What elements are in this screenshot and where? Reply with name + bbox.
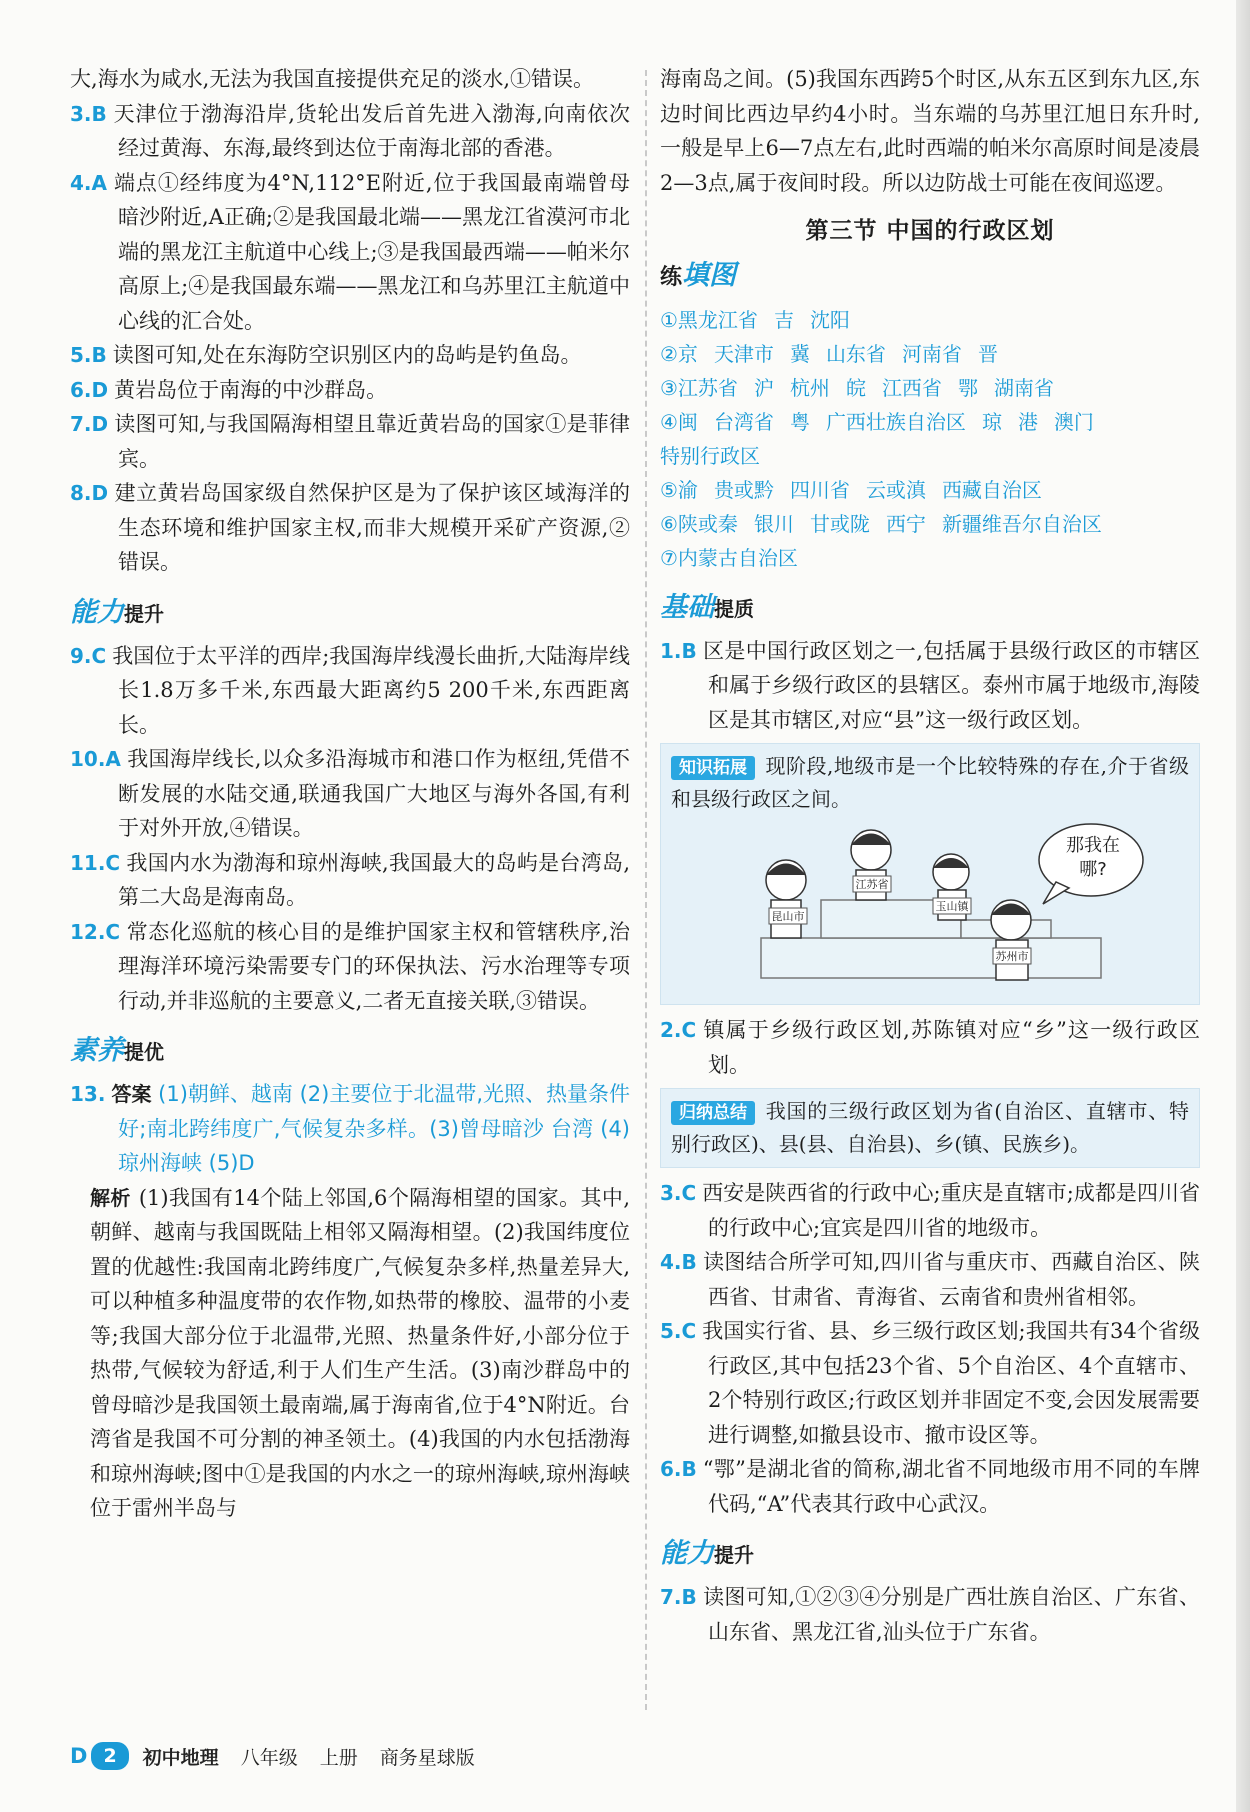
answer-text: 黄岩岛位于南海的中沙群岛。 — [114, 377, 388, 402]
section-literacy — [70, 1032, 630, 1071]
answer-number: 1.B — [660, 638, 697, 663]
page-edge — [1236, 0, 1250, 1812]
fill-map-answer: ②京 — [660, 341, 698, 366]
right-continuation: 海南岛之间。(5)我国东西跨5个时区,从东五区到东九区,东边时间比西边早约4小时。当东端的乌苏里江旭日东升时,一般是早上6—7点左右,此时西端的帕米尔高原时间是凌晨2—3点,属于夜间时段。所以边防战士可能在夜间巡逻。 — [660, 67, 1200, 195]
fill-map-answer: 沈阳 — [809, 307, 850, 332]
fill-map-answer: 皖 — [845, 375, 866, 400]
sign-label: 苏州市 — [995, 950, 1029, 963]
answer-number: 7.D — [70, 412, 109, 436]
answer-item — [660, 1314, 1200, 1452]
answer-item — [70, 846, 630, 915]
answer-item — [70, 915, 630, 1019]
page-number: 2 — [91, 1742, 128, 1770]
footer-volume: 上册 — [319, 1746, 358, 1769]
fill-map-line — [660, 337, 1200, 371]
answer-number: 10.A — [70, 747, 121, 771]
section-title-sub: 提升 — [124, 601, 164, 626]
fill-map-answer: 甘或陇 — [809, 511, 870, 536]
answer-text: 西安是陕西省的行政中心;重庆是直辖市;成都是四川省的行政中心;宜宾是四川省的地级市。 — [702, 1181, 1200, 1240]
answer-item — [70, 97, 630, 166]
sign-label: 江苏省 — [855, 878, 889, 891]
explanation-label: 解析 — [90, 1185, 131, 1210]
summary-box — [660, 1088, 1200, 1168]
section-title-sub: 提质 — [714, 596, 754, 621]
fill-map-line — [660, 541, 1200, 575]
fill-map-answer: ⑤渝 — [660, 477, 698, 502]
answer-item — [660, 1245, 1200, 1314]
fill-map-answer: ④闽 — [660, 409, 698, 434]
fill-map-answer: ③江苏省 — [660, 375, 738, 400]
answer-text: “鄂”是湖北省的简称,湖北省不同地级市用不同的车牌代码,“A”代表其行政中心武汉。 — [702, 1457, 1200, 1516]
speech-bubble-text: 那我在哪? — [1066, 835, 1120, 880]
fill-map-answer: 银川 — [753, 511, 794, 536]
answer-number: 5.C — [660, 1319, 697, 1343]
fill-map-answer: 吉 — [773, 307, 794, 332]
answer-text: 区是中国行政区划之一,包括属于县级行政区的市辖区和属于乡级行政区的县辖区。泰州市属于地级市,海陵区是其市辖区,对应“县”这一级行政区划。 — [702, 638, 1200, 732]
box-tag: 归纳总结 — [671, 1101, 755, 1125]
answer-label: 答案 — [111, 1082, 152, 1106]
answer-text: (1)朝鲜、越南 (2)主要位于北温带,光照、热量条件好;南北跨纬度广,气候复杂多样。(3)曾母暗沙 台湾 (4)琼州海峡 (5)D — [118, 1082, 631, 1175]
fill-map-answer: 新疆维吾尔自治区 — [941, 511, 1102, 536]
answer-text: 我国实行省、县、乡三级行政区划;我国共有34个省级行政区,其中包括23个省、5个自治区、4个直辖市、2个特别行政区;行政区划并非固定不变,会因发展需要进行调整,如撤县设市、撤市设区等。 — [702, 1319, 1200, 1447]
knowledge-extension-box — [660, 743, 1200, 1005]
answer-item — [70, 166, 630, 339]
section-title-sub: 提升 — [714, 1543, 754, 1567]
answer-item — [70, 338, 630, 373]
fill-map-answer: 云或滇 — [865, 477, 926, 502]
answer-number: 11.C — [70, 850, 121, 875]
section-title-main: 素养 — [70, 1035, 124, 1066]
answer-text: 常态化巡航的核心目的是维护国家主权和管辖秩序,治理海洋环境污染需要专门的环保执法、污水治理等专项行动,并非巡航的主要意义,二者无直接关联,③错误。 — [118, 919, 630, 1013]
answer-number: 3.C — [660, 1181, 697, 1205]
answer-item — [660, 1176, 1200, 1245]
answer-number: 6.D — [70, 377, 109, 402]
fill-map-answer: 西宁 — [885, 511, 926, 536]
answer-text: 读图可知,处在东海防空识别区内的岛屿是钓鱼岛。 — [112, 343, 582, 367]
fill-map-answer: 江西省 — [881, 375, 942, 400]
section-fill-map — [660, 257, 1200, 297]
answer-number: 4.B — [660, 1250, 697, 1274]
answer-number: 9.C — [70, 643, 107, 668]
answer-number: 3.B — [70, 101, 107, 126]
page-footer — [70, 1742, 497, 1770]
section-title-main: 能力 — [70, 596, 124, 628]
fill-map-answer: 贵或黔 — [713, 477, 774, 502]
footer-subject: 初中地理 — [142, 1746, 219, 1769]
answer-text: 我国内水为渤海和琼州海峡,我国最大的岛屿是台湾岛,第二大岛是海南岛。 — [118, 850, 630, 909]
footer-d-mark: D — [70, 1744, 88, 1768]
child-figure — [766, 860, 806, 938]
answer-item — [70, 476, 630, 580]
fill-map-answer: 澳门 — [1053, 409, 1094, 434]
answer-item — [660, 1013, 1200, 1082]
explanation-text: (1)我国有14个陆上邻国,6个隔海相望的国家。其中,朝鲜、越南与我国既陆上相邻又隔海相望。(2)我国纬度位置的优越性:我国南北跨纬度广,气候复杂多样,热量差异大,可以种植多种温度带的农作物,如热带的橡胶、温带的小麦等;我国大部分位于北温带,光照、热量条件好,小部分位于热带,气候较为舒适,利于人们生产生活。(3)南沙群岛中的曾母暗沙是我国领土最南端,属于海南省,位于4°N附近。台湾省是我国不可分割的神圣领土。(4)我国的内水包括渤海和琼州海峡;图中①是我国的内水之一的琼州海峡,琼州海峡位于雷州半岛与 — [90, 1185, 631, 1520]
footer-edition: 商务星球版 — [379, 1746, 475, 1769]
fill-map-answer: ⑥陕或秦 — [660, 511, 738, 536]
fill-map-answer: 西藏自治区 — [941, 477, 1042, 502]
answer-item — [660, 1580, 1200, 1649]
section-title-main: 基础 — [660, 591, 714, 623]
answer-item — [660, 634, 1200, 738]
answer-item — [70, 373, 630, 408]
answer-number: 5.B — [70, 343, 107, 367]
answer-text: 读图结合所学可知,四川省与重庆市、西藏自治区、陕西省、甘肃省、青海省、云南省和贵州省相邻。 — [702, 1250, 1200, 1309]
fill-map-answer: 粤 — [789, 409, 810, 434]
child-figure — [991, 900, 1031, 980]
section-ability — [70, 594, 630, 633]
answer-item-13 — [70, 1077, 630, 1181]
answer-item — [70, 742, 630, 846]
fill-map-answer: 广西壮族自治区 — [825, 409, 966, 434]
footer-grade: 八年级 — [240, 1746, 298, 1769]
answer-text: 镇属于乡级行政区划,苏陈镇对应“乡”这一级行政区划。 — [702, 1018, 1200, 1077]
section-ability-right — [660, 1535, 1200, 1574]
answer-text: 建立黄岩岛国家级自然保护区是为了保护该区域海洋的生态环境和维护国家主权,而非大规模开采矿产资源,②错误。 — [114, 481, 630, 574]
right-column — [660, 62, 1200, 1649]
fill-map-answer: 冀 — [789, 341, 810, 366]
column-divider — [645, 70, 647, 1710]
section-title-main: 填图 — [682, 259, 737, 291]
answer-number: 2.C — [660, 1018, 697, 1042]
answer-text: 天津位于渤海沿岸,货轮出发后首先进入渤海,向南依次经过黄海、东海,最终到达位于南海北部的香港。 — [112, 101, 630, 160]
fill-map-answer: ⑦内蒙古自治区 — [660, 545, 798, 570]
answer-item — [660, 1452, 1200, 1521]
answer-list-basic — [70, 97, 630, 580]
answer-number: 6.B — [660, 1457, 697, 1481]
answer-text: 我国海岸线长,以众多沿海城市和港口作为枢纽,凭借不断发展的水陆交通,联通我国广大地区与海外各国,有利于对外开放,④错误。 — [118, 747, 630, 840]
sign-label: 昆山市 — [771, 910, 805, 923]
fill-map-answer: 琼 — [981, 409, 1002, 434]
fill-map-line — [660, 439, 1200, 473]
fill-map-answer: 四川省 — [789, 477, 850, 502]
sign-label: 玉山镇 — [935, 900, 969, 913]
fill-map-answer: 特别行政区 — [660, 443, 760, 468]
fill-map-answer: 天津市 — [713, 341, 774, 366]
fill-map-line — [660, 473, 1200, 507]
fill-map-answer: ①黑龙江省 — [660, 307, 758, 332]
fill-map-answer: 晋 — [977, 341, 998, 366]
answer-number: 13. — [70, 1082, 106, 1106]
answer-number: 12.C — [70, 919, 121, 944]
left-column — [70, 62, 630, 1526]
answer-item — [70, 639, 630, 743]
fill-map-answer: 湖南省 — [993, 375, 1054, 400]
box-text: 我国的三级行政区划为省(自治区、直辖市、特别行政区)、县(县、自治县)、乡(镇、民族乡)。 — [671, 1099, 1189, 1156]
chapter-title: 第三节 中国的行政区划 — [805, 218, 1055, 244]
fill-map-answer: 港 — [1017, 409, 1038, 434]
explanation-13 — [70, 1181, 630, 1526]
fill-map-answers — [660, 303, 1200, 575]
fill-map-answer: 山东省 — [825, 341, 886, 366]
fill-map-answer: 杭州 — [789, 375, 830, 400]
answer-text: 读图可知,①②③④分别是广西壮族自治区、广东省、山东省、黑龙江省,汕头位于广东省。 — [702, 1585, 1200, 1644]
section-basic — [660, 589, 1200, 628]
answer-number: 4.A — [70, 170, 107, 195]
fill-map-answer: 台湾省 — [713, 409, 774, 434]
cartoon-illustration — [671, 820, 1189, 998]
answer-text: 读图可知,与我国隔海相望且靠近黄岩岛的国家①是菲律宾。 — [114, 412, 630, 471]
answer-list-ability — [70, 639, 630, 1019]
section-title-main: 能力 — [660, 1538, 714, 1569]
fill-map-line — [660, 405, 1200, 439]
fill-map-answer: 鄂 — [957, 375, 978, 400]
left-continuation: 大,海水为咸水,无法为我国直接提供充足的淡水,①错误。 — [70, 67, 595, 91]
answer-text: 端点①经纬度为4°N,112°E附近,位于我国最南端曾母暗沙附近,A正确;②是我国最北端——黑龙江省漠河市北端的黑龙江主航道中心线上;③是我国最西端——帕米尔高原上;④是我国最东端——黑龙江和乌苏里江主航道中心线的汇合处。 — [113, 170, 630, 333]
fill-map-answer: 河南省 — [901, 341, 962, 366]
fill-map-line — [660, 507, 1200, 541]
answer-item — [70, 407, 630, 476]
box-tag: 知识拓展 — [671, 756, 755, 780]
section-title-sub: 提优 — [124, 1040, 164, 1064]
answer-number: 8.D — [70, 481, 109, 505]
section-title-sub: 练 — [660, 264, 683, 290]
box-text: 现阶段,地级市是一个比较特殊的存在,介于省级和县级行政区之间。 — [671, 754, 1189, 811]
fill-map-line — [660, 303, 1200, 337]
fill-map-answer: 沪 — [753, 375, 774, 400]
answer-number: 7.B — [660, 1585, 697, 1609]
answer-list-basic-right — [660, 1176, 1200, 1521]
fill-map-line — [660, 371, 1200, 405]
answer-text: 我国位于太平洋的西岸;我国海岸线漫长曲折,大陆海岸线长1.8万多千米,东西最大距离约5 200千米,东西距离长。 — [112, 643, 630, 737]
